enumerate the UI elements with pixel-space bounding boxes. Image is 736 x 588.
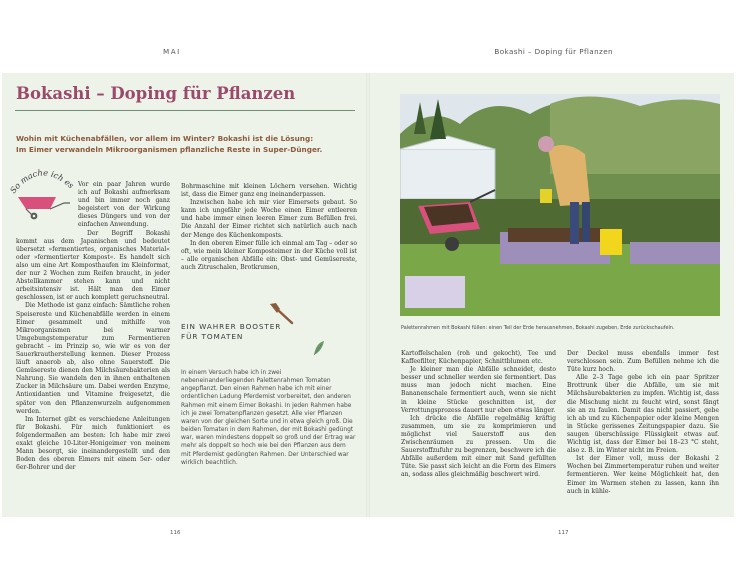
column-4 bbox=[567, 350, 719, 496]
column-1 bbox=[16, 181, 170, 472]
paragraph: Ich drücke die Abfälle regelmäßig kräftig zusammen, um sie zu komprimieren und möglichst viel Sauerstoff aus den Zwischenräumen zu pressen. Um die Sauerstoffzufuhr zu begrenzen, beschwere ich die Abfälle außerdem mit einer mit Sand gefüllten Tüte. Sie passt sich leicht an die Form des Eimers an, sodass alles gleichmäßig beschwert wird. bbox=[401, 414, 556, 479]
paragraph: Im Internet gibt es verschiedene Anleitungen für Bokashi. Für mich funktioniert es folgendermaßen am besten: Ich habe mir zwei exakt gleiche 10-Liter-Honigeimer von meinem Mann besorgt, sie ineinandergestellt und den Boden des oberen Eimers mit einem 5er- oder 6er-Bohrer und der bbox=[16, 415, 170, 472]
sidebar-heading-line: EIN WAHRER BOOSTER bbox=[181, 322, 282, 331]
paragraph: In den oberen Eimer fülle ich einmal am Tag – oder so oft, wie mein kleiner Komposteimer in der Küche voll ist – alle organischen Abfälle ein: Obst- und Gemüsereste, auch Zitruschalen, Brotkrumen, bbox=[181, 239, 357, 271]
paragraph: Vor ein paar Jahren wurde ich auf Bokashi aufmerksam und bin immer noch ganz begeistert von der Wirkung dieses Düngers und von der einfachen Anwendung. bbox=[78, 181, 170, 229]
sidebar-heading bbox=[181, 322, 356, 342]
sidebar-text: In einem Versuch habe ich in zwei nebeneinanderliegenden Palettenrahmen Tomaten angepflanzt. Den einen Rahmen habe ich mit einer ordentlichen Ladung Pferdemist vorbereitet, den anderen Rahmen mit einem Eimer Bokashi. In jeden Rahmen habe ich je zwei Tomatenpflanzen gesetzt. Alle vier Pflanzen waren von der gleichen Sorte und in etwa gleich groß. Die beiden Tomaten in dem Rahmen, der mit Bokashi gedüngt war, waren mindestens doppelt so groß und der Ertrag war mehr als doppelt so hoch wie bei den Pflanzen aus dem mit Pferdemist gedüngten Rahmen. Der Unterschied war wirklich beachtlich. bbox=[181, 370, 356, 466]
paragraph: Der Begriff Bokashi kommt aus dem Japanischen und bedeutet übersetzt »fermentiertes, organisches Material« oder »fermentierter Kompost«. Es handelt sich also um eine Art Komposthaufen im Kleinformat, der nur 2 Wochen zum Reifen braucht, in jeder Abstellkammer stehen kann und nicht arbeitsintensiv ist. Hält man den Eimer geschlossen, ist er auch komplett geruchsneutral. bbox=[16, 229, 170, 302]
paragraph: Der Deckel muss ebenfalls immer fest verschlossen sein. Zum Befüllen nehme ich die Tüte kurz hoch. bbox=[567, 350, 719, 374]
stamp-text: So mache ich es bbox=[8, 167, 77, 196]
paragraph: Alle 2–3 Tage gebe ich ein paar Spritzer Brottrunk über die Abfälle, um sie mit Milchsäurebakterien zu impfen. Wichtig ist, dass die Mischung nicht zu feucht wird, sonst fängt sie an zu faulen. Damit das nicht passiert, gebe ich ab und zu Küchenpapier oder kleine Mengen in Stücke gerissenes Zeitungspapier dazu. Sie saugen überschüssige Flüssigkeit etwas auf. Wichtig ist, dass der Eimer bei 18–23 °C steht, also z. B. im Winter nicht im Freien. bbox=[567, 374, 719, 455]
paragraph: Inzwischen habe ich mir vier Eimersets gebaut. So kann ich ungefähr jede Woche einen Eimer entleeren und habe immer einen leeren Eimer zum Befüllen frei. Die Anzahl der Eimer richtet sich natürlich auch nach der Menge des Küchenkomposts. bbox=[181, 199, 357, 239]
stamp-spacer bbox=[16, 181, 78, 232]
paragraph: Die Methode ist ganz einfach: Sämtliche rohen Speisereste und Küchenabfälle werden in einem Eimer gesammelt und mithilfe von Mikroorganismen bei warmer Umgebungstemperatur zum Fermentieren gebracht – im Prinzip so, wie wir es von der Sauerkrautherstellung kennen. Dieser Prozess läuft anaerob ab, also ohne Sauerstoff. Die Gemüsereste dienen den Milchsäurebakterien als Nahrung. Sie wandeln den in ihnen enthaltenen Zucker in Milchsäure um. Dabei werden Enzyme, Antioxidantien und Vitamine freigesetzt, die später von den Pflanzenwurzeln aufgenommen werden. bbox=[16, 302, 170, 415]
running-head-left: MAI bbox=[163, 47, 181, 56]
page-number-right: 117 bbox=[558, 530, 569, 536]
page-title: Bokashi – Doping für Pflanzen bbox=[16, 84, 296, 103]
paragraph: Je kleiner man die Abfälle schneidet, desto besser und schneller werden sie fermentiert. Das muss man jedoch nicht machen. Eine Bananenschale fermentiert auch, wenn sie nicht in kleine Stücke geschnitten ist, der Verrottungsprozess dauert nur eben etwas länger. bbox=[401, 366, 556, 414]
column-2 bbox=[181, 183, 357, 272]
photo-caption: Palettenrahmen mit Bokashi füllen: einen Teil der Erde herausnehmen, Bokashi zugeben, Erde zurückschaufeln. bbox=[401, 325, 675, 331]
book-gutter bbox=[366, 73, 370, 517]
leaf-icon bbox=[312, 339, 326, 357]
intro-text bbox=[16, 133, 356, 155]
sidebar-heading-line: FÜR TOMATEN bbox=[181, 332, 244, 341]
garden-photo bbox=[400, 94, 720, 316]
intro-line: Wohin mit Küchenabfällen, vor allem im Winter? Bokashi ist die Lösung: bbox=[16, 134, 314, 143]
title-divider bbox=[15, 110, 355, 111]
paragraph: Bohrmaschine mit kleinen Löchern versehen. Wichtig ist, dass die Eimer ganz eng ineinanderpassen. bbox=[181, 183, 357, 199]
paragraph: Kartoffelschalen (roh und gekocht), Tee und Kaffeefilter, Küchenpapier, Schnittblumen etc. bbox=[401, 350, 556, 366]
page-number-left: 116 bbox=[170, 530, 181, 536]
running-head-right: Bokashi – Doping für Pflanzen bbox=[494, 47, 613, 56]
column-3 bbox=[401, 350, 556, 480]
intro-line: Im Eimer verwandeln Mikroorganismen pflanzliche Reste in Super-Dünger. bbox=[16, 145, 323, 154]
tomato-booster-box bbox=[181, 322, 356, 467]
trowel-icon bbox=[268, 301, 294, 325]
paragraph: Ist der Eimer voll, muss der Bokashi 2 Wochen bei Zimmertemperatur ruhen und weiter fermentieren. Wer keine Möglichkeit hat, den Eimer im Warmen stehen zu lassen, kann ihn auch in kühle- bbox=[567, 455, 719, 495]
